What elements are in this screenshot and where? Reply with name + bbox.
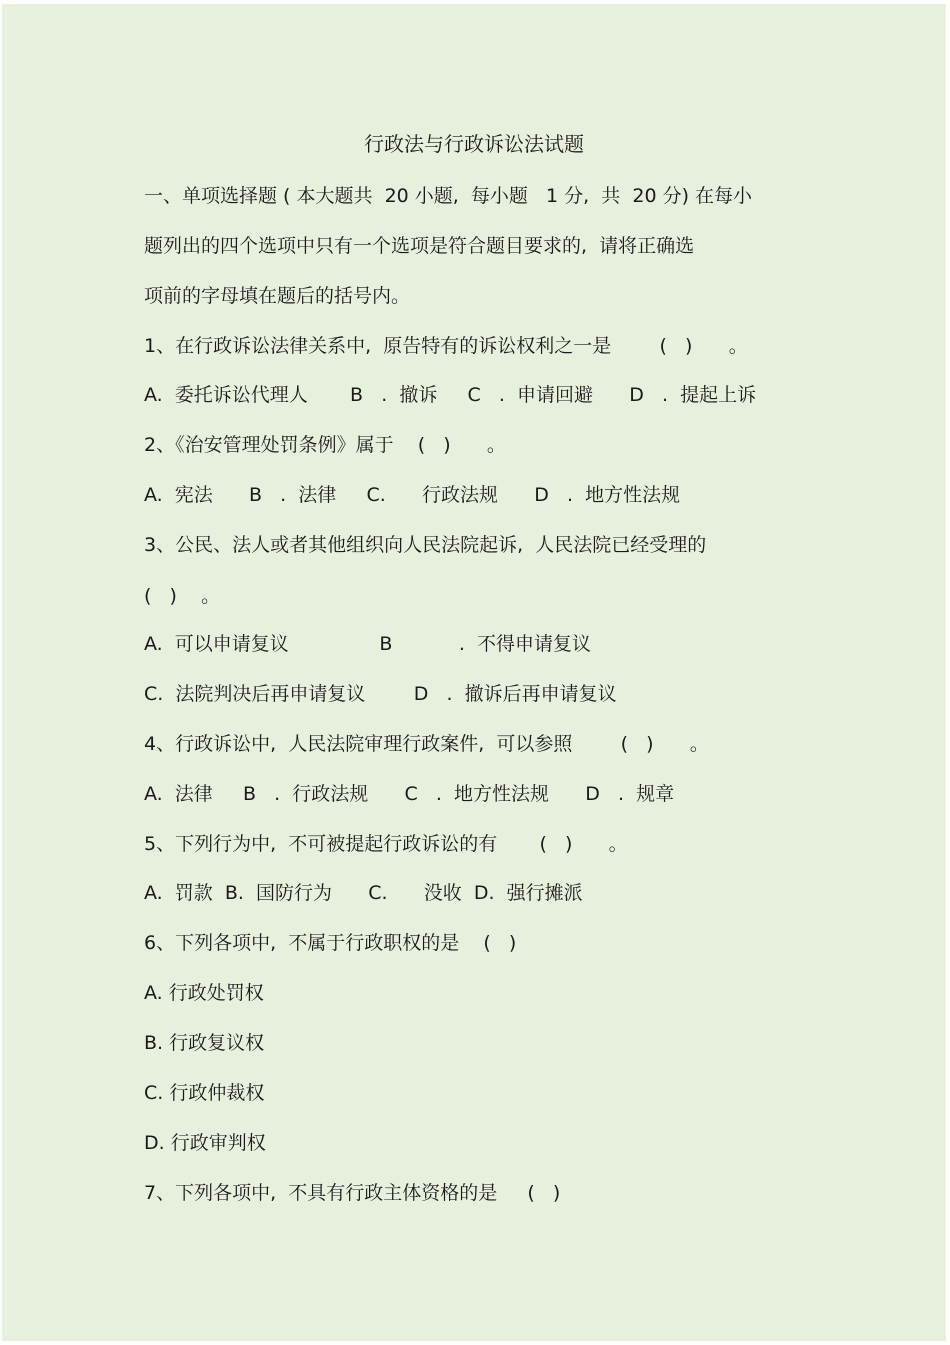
question-2: 2、《治安管理处罚条例》属于 ( ) 。 [144,434,506,456]
section-intro-line-2: 题列出的四个选项中只有一个选项是符合题目要求的, 请将正确选 [144,235,695,257]
question-6: 6、下列各项中, 不属于行政职权的是 ( ) [144,932,517,954]
section-intro-line-3: 项前的字母填在题后的括号内。 [144,285,411,307]
question-3-options-cd: C. 法院判决后再申请复议 D . 撤诉后再申请复议 [144,683,617,705]
section-intro-line-1: 一、单项选择题 ( 本大题共 20 小题, 每小题 1 分, 共 20 分) 在每小 [144,185,753,207]
question-1-options: A. 委托诉讼代理人 B . 撤诉 C . 申请回避 D . 提起上诉 [144,384,757,406]
document-page [2,4,946,1341]
question-3-continued: ( ) 。 [144,585,221,607]
question-6-option-a: A. 行政处罚权 [144,982,264,1004]
question-2-options: A. 宪法 B . 法律 C. 行政法规 D . 地方性法规 [144,484,681,506]
question-5-options: A. 罚款 B. 国防行为 C. 没收 D. 强行摊派 [144,882,583,904]
question-6-option-b: B. 行政复议权 [144,1032,265,1054]
question-4-options: A. 法律 B . 行政法规 C . 地方性法规 D . 规章 [144,783,675,805]
question-3: 3、公民、法人或者其他组织向人民法院起诉, 人民法院已经受理的 [144,534,707,556]
document-title: 行政法与行政诉讼法试题 [364,132,584,156]
question-7: 7、下列各项中, 不具有行政主体资格的是 ( ) [144,1182,561,1204]
question-5: 5、下列行为中, 不可被提起行政诉讼的有 ( ) 。 [144,833,628,855]
question-4: 4、行政诉讼中, 人民法院审理行政案件, 可以参照 ( ) 。 [144,733,709,755]
question-6-option-d: D. 行政审判权 [144,1132,266,1154]
question-6-option-c: C. 行政仲裁权 [144,1082,265,1104]
question-1: 1、在行政诉讼法律关系中, 原告特有的诉讼权利之一是 ( ) 。 [144,335,748,357]
question-3-options-ab: A. 可以申请复议 B . 不得申请复议 [144,633,591,655]
